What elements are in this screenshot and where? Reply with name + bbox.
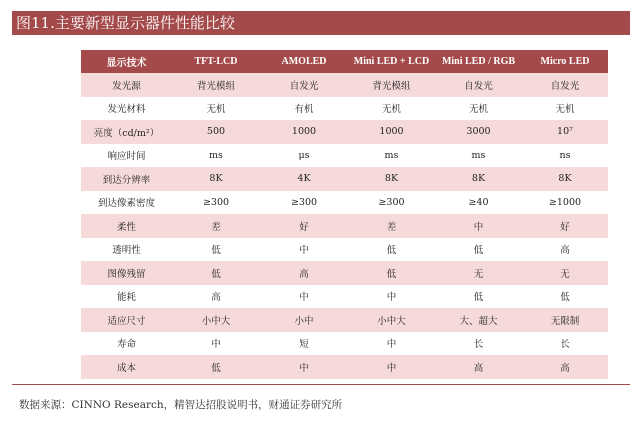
row-label-cell: 发光材料 (81, 97, 172, 121)
value-cell: 8K (172, 167, 260, 191)
row-label-cell: 成本 (81, 355, 172, 379)
value-cell: 高 (172, 285, 260, 309)
value-cell: 差 (348, 214, 435, 238)
table-row (81, 285, 608, 309)
value-cell: 低 (435, 285, 522, 309)
value-cell: 长 (522, 332, 608, 356)
value-cell: 小中大 (172, 308, 260, 332)
value-cell: 小中大 (348, 308, 435, 332)
value-cell: 低 (348, 238, 435, 262)
value-cell: 中 (435, 214, 522, 238)
header-cell: Micro LED (522, 50, 608, 73)
header-cell: Mini LED + LCD (348, 50, 435, 73)
value-cell: 无机 (348, 97, 435, 121)
row-label-cell: 响应时间 (81, 144, 172, 168)
value-cell: 500 (172, 120, 260, 144)
value-cell: 无 (435, 261, 522, 285)
row-label-cell: 图像残留 (81, 261, 172, 285)
row-label-cell: 到达像素密度 (81, 191, 172, 215)
value-cell: 有机 (260, 97, 348, 121)
value-cell: 中 (172, 332, 260, 356)
table-body (81, 73, 608, 379)
value-cell: 低 (172, 261, 260, 285)
value-cell: ms (348, 144, 435, 168)
row-label-cell: 透明性 (81, 238, 172, 262)
value-cell: ≥40 (435, 191, 522, 215)
value-cell: 高 (260, 261, 348, 285)
value-cell: 好 (260, 214, 348, 238)
header-cell: TFT-LCD (172, 50, 260, 73)
table-row (81, 73, 608, 97)
value-cell: 差 (172, 214, 260, 238)
row-label-cell: 能耗 (81, 285, 172, 309)
value-cell: 高 (435, 355, 522, 379)
table-row (81, 355, 608, 379)
value-cell: 1000 (260, 120, 348, 144)
value-cell: 中 (348, 355, 435, 379)
value-cell: 大、超大 (435, 308, 522, 332)
value-cell: 自发光 (260, 73, 348, 97)
value-cell: μs (260, 144, 348, 168)
value-cell: ns (522, 144, 608, 168)
comparison-table (81, 50, 608, 379)
table-row (81, 261, 608, 285)
table-row (81, 167, 608, 191)
figure-title: 图11.主要新型显示器件性能比较 (12, 11, 630, 35)
value-cell: 中 (260, 238, 348, 262)
row-label-cell: 柔性 (81, 214, 172, 238)
header-cell: Mini LED / RGB (435, 50, 522, 73)
value-cell: 无机 (435, 97, 522, 121)
value-cell: 中 (348, 285, 435, 309)
value-cell: 低 (348, 261, 435, 285)
footer-divider (12, 384, 630, 385)
row-label-cell: 亮度（cd/m²） (81, 120, 172, 144)
row-label-cell: 寿命 (81, 332, 172, 356)
table-row (81, 144, 608, 168)
value-cell: ≥300 (172, 191, 260, 215)
row-label-cell: 到达分辨率 (81, 167, 172, 191)
table-row (81, 332, 608, 356)
value-cell: 高 (522, 355, 608, 379)
value-cell: 中 (348, 332, 435, 356)
value-cell: 无机 (172, 97, 260, 121)
value-cell: 8K (522, 167, 608, 191)
value-cell: 小中 (260, 308, 348, 332)
table-row (81, 191, 608, 215)
value-cell: 10⁷ (522, 120, 608, 144)
value-cell: 自发光 (435, 73, 522, 97)
value-cell: 低 (172, 238, 260, 262)
value-cell: 高 (522, 238, 608, 262)
value-cell: 3000 (435, 120, 522, 144)
table-row (81, 120, 608, 144)
row-label-cell: 发光源 (81, 73, 172, 97)
table-row (81, 214, 608, 238)
value-cell: 短 (260, 332, 348, 356)
value-cell: ≥300 (348, 191, 435, 215)
value-cell: ≥1000 (522, 191, 608, 215)
value-cell: 中 (260, 285, 348, 309)
value-cell: 背光模组 (172, 73, 260, 97)
value-cell: ms (172, 144, 260, 168)
value-cell: ≥300 (260, 191, 348, 215)
value-cell: 低 (172, 355, 260, 379)
source-note: 数据来源：CINNO Research，精智达招股说明书，财通证券研究所 (19, 399, 343, 411)
value-cell: 中 (260, 355, 348, 379)
value-cell: 自发光 (522, 73, 608, 97)
comparison-table-container (81, 50, 608, 379)
table-row (81, 238, 608, 262)
value-cell: 低 (522, 285, 608, 309)
table-header-row (81, 50, 608, 73)
row-label-cell: 适应尺寸 (81, 308, 172, 332)
header-cell: AMOLED (260, 50, 348, 73)
value-cell: 4K (260, 167, 348, 191)
value-cell: 8K (348, 167, 435, 191)
header-cell: 显示技术 (81, 50, 172, 73)
value-cell: 无限制 (522, 308, 608, 332)
value-cell: 长 (435, 332, 522, 356)
value-cell: 背光模组 (348, 73, 435, 97)
value-cell: 1000 (348, 120, 435, 144)
value-cell: 8K (435, 167, 522, 191)
value-cell: 好 (522, 214, 608, 238)
table-row (81, 308, 608, 332)
value-cell: 无机 (522, 97, 608, 121)
table-row (81, 97, 608, 121)
value-cell: ms (435, 144, 522, 168)
value-cell: 低 (435, 238, 522, 262)
value-cell: 无 (522, 261, 608, 285)
